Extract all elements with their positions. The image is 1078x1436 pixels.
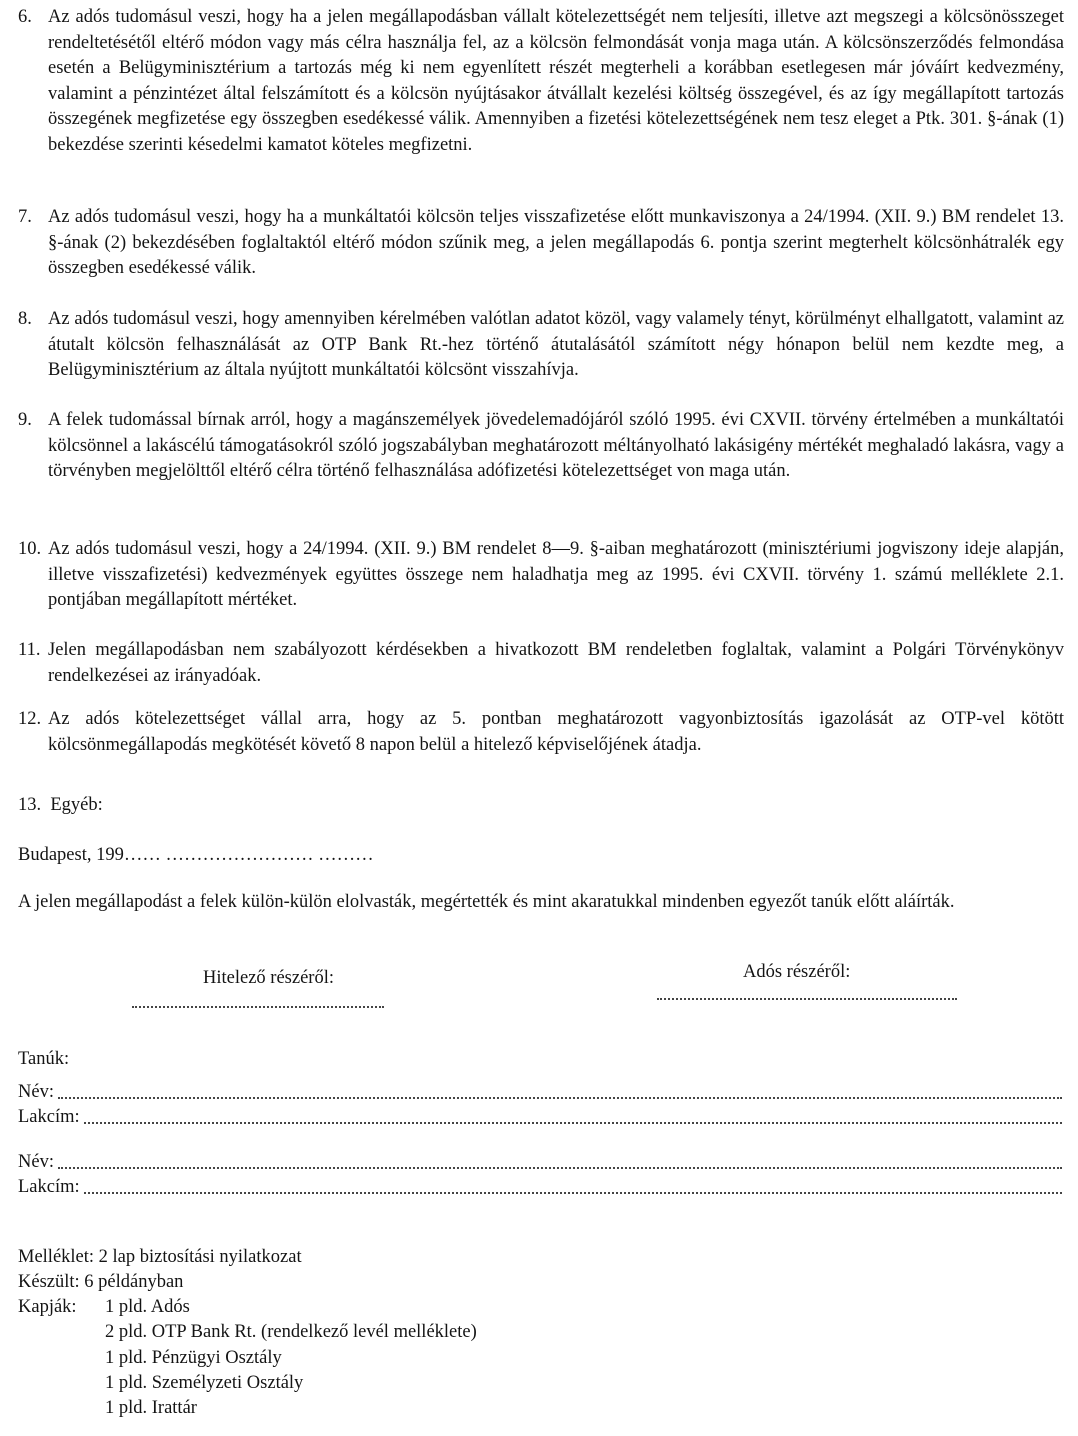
clause-text: Jelen megállapodásban nem szabályozott kérdésekben a hivatkozott BM rendeletben foglaltak, valamint a Polgári Törvénykönyv rendelkezései az irányadóak. [48, 640, 1064, 686]
debtor-signature-label: Adós részéről: [743, 962, 851, 982]
clause-text: Az adós tudomásul veszi, hogy a 24/1994. (XII. 9.) BM rendelet 8—9. §-aiban meghatározott (minisztériumi jogviszony ideje alapján, illetve visszafizetési) kedvezmények együttes összege nem haladhatja meg az 1995. évi CXVII. törvény 1. számú melléklete 2.1. pontjában megállapított mértéket. [48, 539, 1064, 610]
attachment-note: Melléklet: 2 lap biztosítási nyilatkozat [18, 1247, 302, 1267]
creditor-signature-line [132, 1004, 384, 1008]
witness-1-address-row [18, 1104, 1062, 1130]
name-dotted-line [58, 1167, 1062, 1169]
address-label: Lakcím: [18, 1176, 80, 1197]
clause-number: 9. [18, 410, 32, 430]
clause-7 [18, 205, 1064, 282]
creditor-signature-label: Hitelező részéről: [203, 968, 334, 988]
clause-9 [18, 408, 1064, 485]
clause-text: A felek tudomással bírnak arról, hogy a magánszemélyek jövedelemadójáról szóló 1995. évi CXVII. törvény értelmében a munkáltatói kölcsönnel a lakáscélú támogatásokról szóló jogszabályban meghatározott méltányolható lakásigény mértékét meghaladó lakásra, vagy a törvényben megjelölttől eltérő célra történő felhasználása adófizetési kötelezettséget von maga után. [48, 410, 1064, 481]
clause-text: Az adós tudomásul veszi, hogy amennyiben kérelmében valótlan adatot közöl, vagy valamely tényt, körülményt elhallgatott, valamint az átutalt kölcsön felhasználását az OTP Bank Rt.-hez történő átutalásától számított négy hónapon belül nem kezdte meg, a Belügyminisztérium az általa nyújtott munkáltatói kölcsönt visszahívja. [48, 309, 1064, 380]
clause-6 [18, 5, 1064, 158]
recipient-item: 1 pld. Irattár [105, 1398, 197, 1418]
clause-text: Az adós tudomásul veszi, hogy ha a munkáltatói kölcsön teljes visszafizetése előtt munkaviszonya a 24/1994. (XII. 9.) BM rendelet 13. §-ának (2) bekezdésében foglaltaktól eltérő módon szűnik meg, a jelen megállapodás 6. pontja szerint megterhelt kölcsönhátralék egy összegben esedékessé válik. [48, 207, 1064, 278]
recipient-item: 1 pld. Személyzeti Osztály [105, 1373, 304, 1393]
clause-number: 7. [18, 207, 32, 227]
clause-10 [18, 537, 1064, 614]
clause-number: 10. [18, 539, 42, 559]
witness-2-address-row [18, 1174, 1062, 1200]
debtor-signature-line [657, 996, 957, 1000]
witness-1-name-row [18, 1079, 1062, 1105]
clause-number: 6. [18, 7, 32, 27]
witnesses-heading: Tanúk: [18, 1049, 70, 1069]
clause-8 [18, 307, 1064, 384]
clause-text: Az adós tudomásul veszi, hogy ha a jelen megállapodásban vállalt kötelezettségét nem teljesíti, illetve azt megszegi a kölcsönösszeget rendeltetésétől eltérő módon vagy más célra használja fel, az a kölcsön felmondását vonja maga után. A kölcsönszerződés felmondása esetén a Belügyminisztérium a tartozás még ki nem egyenlített részét megterheli a korábban esetlegesen már jóváírt kedvezmény, valamint a pénzintézet által felszámított és a kölcsön nyújtásakor átvállalt kezelési költség összegével, és az így megállapított tartozás összegének megfizetése egy összegben esedékessé válik. Amennyiben a fizetési kötelezettségének nem tesz eleget a Ptk. 301. §-ának (1) bekezdése szerinti késedelmi kamatot köteles megfizetni. [48, 7, 1064, 155]
clause-number: 12. [18, 709, 42, 729]
clause-text: Az adós kötelezettséget vállal arra, hogy az 5. pontban meghatározott vagyonbiztosítás igazolását az OTP-vel kötött kölcsönmegállapodás megkötését követő 8 napon belül a hitelező képviselőjének átadja. [48, 709, 1064, 755]
recipients-label: Kapják: [18, 1297, 77, 1317]
address-dotted-line [84, 1192, 1062, 1194]
clause-12 [18, 707, 1064, 758]
name-label: Név: [18, 1081, 54, 1102]
name-label: Név: [18, 1151, 54, 1172]
recipient-item: 2 pld. OTP Bank Rt. (rendelkező levél melléklete) [105, 1322, 477, 1342]
address-dotted-line [84, 1122, 1062, 1124]
clause-number: 8. [18, 309, 32, 329]
closing-statement: A jelen megállapodást a felek külön-külön elolvasták, megértették és mint akaratukkal mindenben egyezőt tanúk előtt aláírták. [18, 892, 955, 912]
name-dotted-line [58, 1097, 1062, 1099]
clause-11 [18, 638, 1064, 689]
recipient-item: 1 pld. Adós [105, 1297, 190, 1317]
place-and-date: Budapest, 199…… …………………… ……… [18, 845, 374, 865]
witness-2-name-row [18, 1149, 1062, 1175]
address-label: Lakcím: [18, 1106, 80, 1127]
clause-13-other: 13. Egyéb: [18, 795, 103, 815]
clause-number: 11. [18, 640, 41, 660]
copies-note: Készült: 6 példányban [18, 1272, 184, 1292]
recipient-item: 1 pld. Pénzügyi Osztály [105, 1348, 282, 1368]
